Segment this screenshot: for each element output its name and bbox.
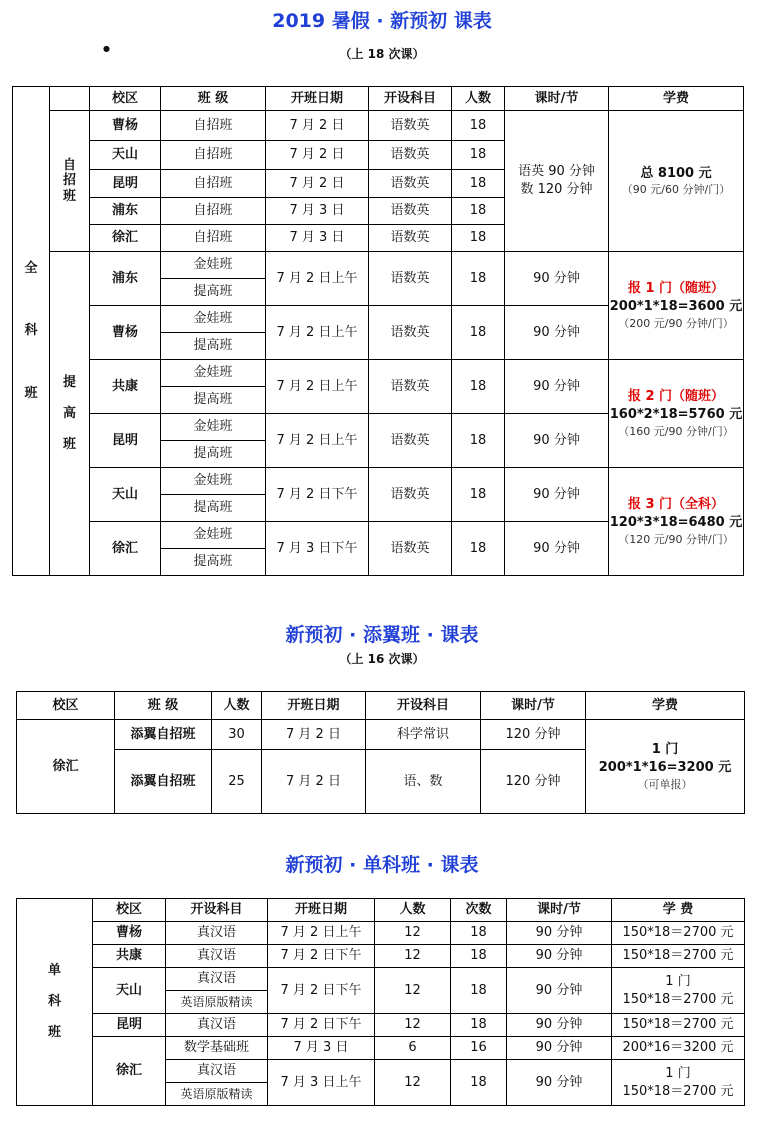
- count-cell: 18: [452, 252, 505, 306]
- header-subjects: 开设科目: [366, 692, 481, 720]
- class-cell: 添翼自招班: [115, 720, 212, 750]
- subjects-cell: 科学常识: [366, 720, 481, 750]
- start-cell: 7 月 2 日上午: [268, 922, 375, 945]
- times-cell: 18: [451, 922, 507, 945]
- count-cell: 25: [212, 750, 262, 814]
- class-cell: 提高班: [161, 549, 266, 576]
- start-cell: 7 月 2 日下午: [268, 945, 375, 968]
- subject-cell: 真汉语: [166, 1014, 268, 1037]
- class-cell: 提高班: [161, 441, 266, 468]
- times-cell: 16: [451, 1037, 507, 1060]
- header-times: 次数: [451, 899, 507, 922]
- subjects-cell: 语数英: [369, 198, 452, 225]
- campus-cell: 曹杨: [90, 111, 161, 141]
- subject-cell: 真汉语: [166, 968, 268, 991]
- subjects-cell: 语数英: [369, 468, 452, 522]
- header-class: 班 级: [115, 692, 212, 720]
- duration-cell: 90 分钟: [507, 1014, 612, 1037]
- fee-cell: 150*18＝2700 元: [612, 922, 745, 945]
- count-cell: 12: [375, 922, 451, 945]
- class-cell: 添翼自招班: [115, 750, 212, 814]
- start-cell: 7 月 2 日: [262, 750, 366, 814]
- campus-cell: 昆明: [93, 1014, 166, 1037]
- fee-cell: 1 门 150*18＝2700 元: [612, 968, 745, 1014]
- start-cell: 7 月 3 日上午: [268, 1060, 375, 1106]
- campus-cell: 天山: [90, 141, 161, 170]
- fee-option-2: 报 2 门（随班） 160*2*18=5760 元 （160 元/90 分钟/门）: [609, 360, 744, 468]
- header-fee: 学费: [609, 87, 744, 111]
- subject-cell: 真汉语: [166, 945, 268, 968]
- count-cell: 18: [452, 141, 505, 170]
- count-cell: 30: [212, 720, 262, 750]
- count-cell: 18: [452, 225, 505, 252]
- header-duration: 课时/节: [481, 692, 586, 720]
- count-cell: 18: [452, 414, 505, 468]
- class-cell: 提高班: [161, 495, 266, 522]
- start-cell: 7 月 2 日上午: [266, 360, 369, 414]
- start-cell: 7 月 3 日: [268, 1037, 375, 1060]
- campus-cell: 浦东: [90, 198, 161, 225]
- duration-cell: 90 分钟: [505, 468, 609, 522]
- start-cell: 7 月 2 日: [266, 170, 369, 198]
- times-cell: 18: [451, 1014, 507, 1037]
- count-cell: 12: [375, 945, 451, 968]
- campus-cell: 曹杨: [93, 922, 166, 945]
- subject-cell: 英语原版精读: [166, 991, 268, 1014]
- class-cell: 自招班: [161, 170, 266, 198]
- campus-cell: 徐汇: [90, 522, 161, 576]
- campus-cell: 徐汇: [90, 225, 161, 252]
- group-all-subjects: 全 科 班: [13, 87, 50, 576]
- subjects-cell: 语数英: [369, 225, 452, 252]
- header-class: 班 级: [161, 87, 266, 111]
- fee-cell: 200*16＝3200 元: [612, 1037, 745, 1060]
- start-cell: 7 月 3 日下午: [266, 522, 369, 576]
- fee-cell: 150*18＝2700 元: [612, 1014, 745, 1037]
- duration-cell: 90 分钟: [507, 922, 612, 945]
- duration-cell: 120 分钟: [481, 720, 586, 750]
- subjects-cell: 语数英: [369, 360, 452, 414]
- group-zizhao: 自 招 班: [50, 111, 90, 252]
- count-cell: 18: [452, 468, 505, 522]
- duration-cell: 120 分钟: [481, 750, 586, 814]
- campus-cell: 天山: [93, 968, 166, 1014]
- count-cell: 6: [375, 1037, 451, 1060]
- start-cell: 7 月 2 日: [266, 141, 369, 170]
- header-fee: 学费: [586, 692, 745, 720]
- duration-cell: 90 分钟: [505, 252, 609, 306]
- header-count: 人数: [212, 692, 262, 720]
- duration-cell: 90 分钟: [507, 968, 612, 1014]
- header-duration: 课时/节: [507, 899, 612, 922]
- count-cell: 18: [452, 111, 505, 141]
- single-subject-table: [16, 898, 745, 1106]
- header-start-date: 开班日期: [268, 899, 375, 922]
- header-campus: 校区: [90, 87, 161, 111]
- group-tigao: 提 高 班: [50, 252, 90, 576]
- start-cell: 7 月 2 日: [262, 720, 366, 750]
- subjects-cell: 语、数: [366, 750, 481, 814]
- class-cell: 自招班: [161, 141, 266, 170]
- fee-cell: 1 门 150*18＝2700 元: [612, 1060, 745, 1106]
- campus-cell: 昆明: [90, 170, 161, 198]
- count-cell: 12: [375, 1060, 451, 1106]
- count-cell: 12: [375, 968, 451, 1014]
- start-cell: 7 月 2 日下午: [266, 468, 369, 522]
- duration-cell: 90 分钟: [505, 360, 609, 414]
- tianyi-subtitle: （上 16 次课）: [339, 652, 425, 666]
- header-fee: 学 费: [612, 899, 745, 922]
- subject-cell: 数学基础班: [166, 1037, 268, 1060]
- full-subject-table: [12, 86, 744, 576]
- header-subject: 开设科目: [166, 899, 268, 922]
- duration-cell: 90 分钟: [505, 414, 609, 468]
- subjects-cell: 语数英: [369, 306, 452, 360]
- start-cell: 7 月 2 日上午: [266, 252, 369, 306]
- subject-cell: 真汉语: [166, 1060, 268, 1083]
- duration-cell: 90 分钟: [505, 522, 609, 576]
- count-cell: 18: [452, 306, 505, 360]
- header-subjects: 开设科目: [369, 87, 452, 111]
- class-cell: 金娃班: [161, 522, 266, 549]
- tianyi-table: [16, 691, 745, 814]
- header-duration: 课时/节: [505, 87, 609, 111]
- campus-cell: 昆明: [90, 414, 161, 468]
- count-cell: 18: [452, 360, 505, 414]
- header-start-date: 开班日期: [262, 692, 366, 720]
- class-cell: 提高班: [161, 387, 266, 414]
- class-cell: 提高班: [161, 333, 266, 360]
- header-campus: 校区: [93, 899, 166, 922]
- campus-cell: 天山: [90, 468, 161, 522]
- schedule-title: 2019 暑假 · 新预初 课表: [272, 10, 492, 32]
- single-subject-title: 新预初 · 单科班 · 课表: [285, 854, 479, 876]
- times-cell: 18: [451, 968, 507, 1014]
- fee-option-1: 报 1 门（随班） 200*1*18=3600 元 （200 元/90 分钟/门）: [609, 252, 744, 360]
- zizhao-fee: 总 8100 元 （90 元/60 分钟/门）: [609, 111, 744, 252]
- campus-cell: 曹杨: [90, 306, 161, 360]
- subjects-cell: 语数英: [369, 141, 452, 170]
- campus-cell: 徐汇: [93, 1037, 166, 1106]
- start-cell: 7 月 2 日下午: [268, 1014, 375, 1037]
- start-cell: 7 月 2 日上午: [266, 414, 369, 468]
- class-cell: 金娃班: [161, 360, 266, 387]
- subjects-cell: 语数英: [369, 170, 452, 198]
- start-cell: 7 月 3 日: [266, 198, 369, 225]
- class-cell: 自招班: [161, 225, 266, 252]
- count-cell: 18: [452, 170, 505, 198]
- header-start-date: 开班日期: [266, 87, 369, 111]
- group-single-subject: 单 科 班: [17, 899, 93, 1106]
- fee-option-3: 报 3 门（全科） 120*3*18=6480 元 （120 元/90 分钟/门）: [609, 468, 744, 576]
- header-campus: 校区: [17, 692, 115, 720]
- class-cell: 金娃班: [161, 468, 266, 495]
- duration-cell: 90 分钟: [505, 306, 609, 360]
- header-count: 人数: [452, 87, 505, 111]
- start-cell: 7 月 2 日上午: [266, 306, 369, 360]
- subjects-cell: 语数英: [369, 252, 452, 306]
- count-cell: 18: [452, 198, 505, 225]
- times-cell: 18: [451, 1060, 507, 1106]
- duration-cell: 90 分钟: [507, 1060, 612, 1106]
- header-count: 人数: [375, 899, 451, 922]
- campus-cell: 共康: [93, 945, 166, 968]
- start-cell: 7 月 3 日: [266, 225, 369, 252]
- count-cell: 12: [375, 1014, 451, 1037]
- start-cell: 7 月 2 日: [266, 111, 369, 141]
- schedule-subtitle: （上 18 次课）: [339, 47, 425, 61]
- subject-cell: 英语原版精读: [166, 1083, 268, 1106]
- stray-dot: ●: [103, 44, 110, 53]
- subjects-cell: 语数英: [369, 414, 452, 468]
- campus-cell: 共康: [90, 360, 161, 414]
- start-cell: 7 月 2 日下午: [268, 968, 375, 1014]
- class-cell: 金娃班: [161, 414, 266, 441]
- campus-cell: 浦东: [90, 252, 161, 306]
- class-cell: 自招班: [161, 198, 266, 225]
- times-cell: 18: [451, 945, 507, 968]
- duration-cell: 90 分钟: [507, 945, 612, 968]
- zizhao-duration: 语英 90 分钟 数 120 分钟: [505, 111, 609, 252]
- count-cell: 18: [452, 522, 505, 576]
- subject-cell: 真汉语: [166, 922, 268, 945]
- class-cell: 提高班: [161, 279, 266, 306]
- subjects-cell: 语数英: [369, 111, 452, 141]
- class-cell: 金娃班: [161, 252, 266, 279]
- class-cell: 自招班: [161, 111, 266, 141]
- duration-cell: 90 分钟: [507, 1037, 612, 1060]
- class-cell: 金娃班: [161, 306, 266, 333]
- tianyi-fee: 1 门 200*1*16=3200 元 （可单报）: [586, 720, 745, 814]
- tianyi-title: 新预初 · 添翼班 · 课表: [285, 624, 479, 646]
- fee-cell: 150*18＝2700 元: [612, 945, 745, 968]
- campus-cell: 徐汇: [17, 720, 115, 814]
- subjects-cell: 语数英: [369, 522, 452, 576]
